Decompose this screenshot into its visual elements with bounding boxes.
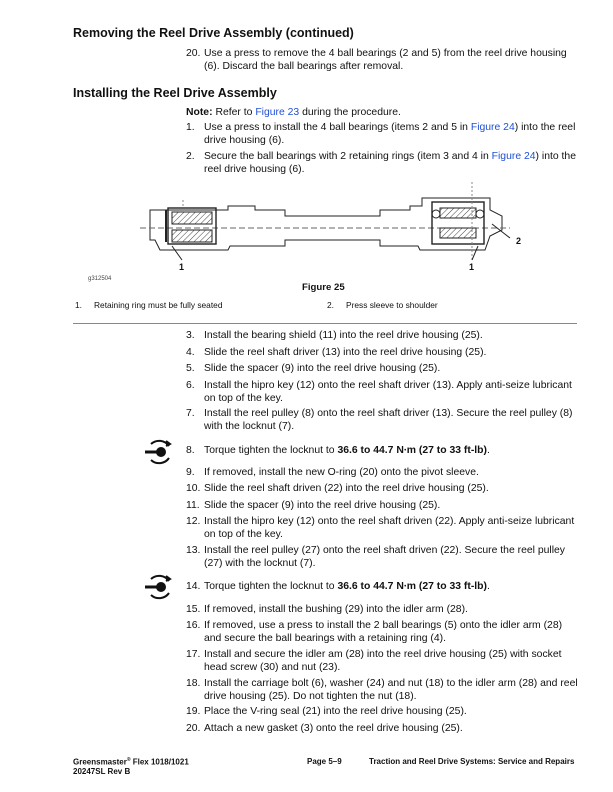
step-9: 9. If removed, install the new O-ring (20) onto the pivot sleeve. <box>186 467 479 478</box>
step-19: 19. Place the V-ring seal (21) into the reel drive housing (25). <box>186 706 467 717</box>
step-4: 4. Slide the reel shaft driver (13) into the reel drive housing (25). <box>186 347 487 358</box>
figure-id-label: g312504 <box>88 276 112 282</box>
note-pre: Refer to <box>215 107 256 118</box>
footer-doc-number: 20247SL Rev B <box>73 767 131 776</box>
figure-divider <box>73 323 577 324</box>
figure-24-link[interactable]: Figure 24 <box>470 122 515 133</box>
install-step-1 <box>186 122 578 147</box>
step-text: Use a press to install the 4 ball bearings (items 2 and 5 in Figure 24) into the reel drive housing (6). <box>204 122 576 146</box>
legend-num-2: 2. <box>327 300 334 310</box>
figure-24-link[interactable]: Figure 24 <box>491 151 536 162</box>
section-heading-removing: Removing the Reel Drive Assembly (continued) <box>73 26 354 40</box>
step-7: 7. Install the reel pulley (8) onto the reel shaft driver (13). Secure the reel pulley (8) with the locknut (7). <box>186 408 573 432</box>
section-heading-installing: Installing the Reel Drive Assembly <box>73 86 277 100</box>
step-12: 12. Install the hipro key (12) onto the reel shaft driven (22). Apply anti-seize lubricant on top of the key. <box>186 516 575 540</box>
legend-text-2: Press sleeve to shoulder <box>346 300 438 310</box>
figure-caption: Figure 25 <box>302 282 345 293</box>
callout-1-left: 1 <box>179 262 185 272</box>
step-text: Secure the ball bearings with 2 retaining rings (item 3 and 4 in Figure 24) into the reel drive housing (6). <box>204 151 576 175</box>
torque-wrench-icon <box>143 436 175 468</box>
step-16: 16. If removed, use a press to install the 2 ball bearings (5) onto the idler arm (28) and secure the ball bearings with a retaining ring (4). <box>186 620 563 644</box>
step-20: 20. Attach a new gasket (3) onto the reel drive housing (25). <box>186 723 463 734</box>
step-13: 13. Install the reel pulley (27) onto the reel shaft driven (22). Secure the reel pulley (27) with the locknut (7). <box>186 545 565 569</box>
removing-step-20 <box>186 48 578 73</box>
note <box>186 107 578 120</box>
callout-1-right: 1 <box>469 262 475 272</box>
legend-num-1: 1. <box>75 300 82 310</box>
step-number: 2. <box>186 151 195 162</box>
step-text: Use a press to remove the 4 ball bearings (2 and 5) from the reel drive housing (6). Discard the ball bearings after removal. <box>204 48 567 72</box>
callout-2: 2 <box>516 236 522 246</box>
step-10: 10. Slide the reel shaft driven (22) into the reel drive housing (25). <box>186 483 489 494</box>
install-step-2 <box>186 151 578 176</box>
footer-page: Page 5–9 <box>307 757 342 766</box>
step-17: 17. Install and secure the idler am (28) into the reel drive housing (25) with socket head screw (30) and nut (23). <box>186 649 562 673</box>
note-label: Note: <box>186 107 213 118</box>
legend-text-1: Retaining ring must be fully seated <box>94 300 223 310</box>
figure-23-link[interactable]: Figure 23 <box>255 107 300 118</box>
step-18: 18. Install the carriage bolt (6), washer (24) and nut (18) to the idler arm (28) and reel drive housing (25). Do not tighten the nut (18). <box>186 678 578 702</box>
step-14: 14. Torque tighten the locknut to 36.6 to 44.7 N∙m (27 to 33 ft-lb). <box>186 581 490 592</box>
step-number: 20. <box>186 48 201 59</box>
step-6: 6. Install the hipro key (12) onto the reel shaft driver (13). Apply anti-seize lubricant on top of the key. <box>186 380 572 404</box>
torque-wrench-icon <box>143 571 175 603</box>
footer-product: Greensmaster® Flex 1018/1021 <box>73 757 189 767</box>
step-15: 15. If removed, install the bushing (29) into the idler arm (28). <box>186 604 468 615</box>
step-8: 8. Torque tighten the locknut to 36.6 to 44.7 N∙m (27 to 33 ft-lb). <box>186 445 490 456</box>
note-post: during the procedure. <box>299 107 401 118</box>
step-11: 11. Slide the spacer (9) into the reel drive housing (25). <box>186 500 441 511</box>
footer-section: Traction and Reel Drive Systems: Service and Repairs <box>369 757 575 766</box>
step-number: 1. <box>186 122 195 133</box>
torque-spec: 36.6 to 44.7 N∙m (27 to 33 ft-lb) <box>337 445 487 456</box>
torque-spec: 36.6 to 44.7 N∙m (27 to 33 ft-lb) <box>337 581 487 592</box>
step-3: 3. Install the bearing shield (11) into the reel drive housing (25). <box>186 330 483 341</box>
step-5: 5. Slide the spacer (9) into the reel drive housing (25). <box>186 363 441 374</box>
